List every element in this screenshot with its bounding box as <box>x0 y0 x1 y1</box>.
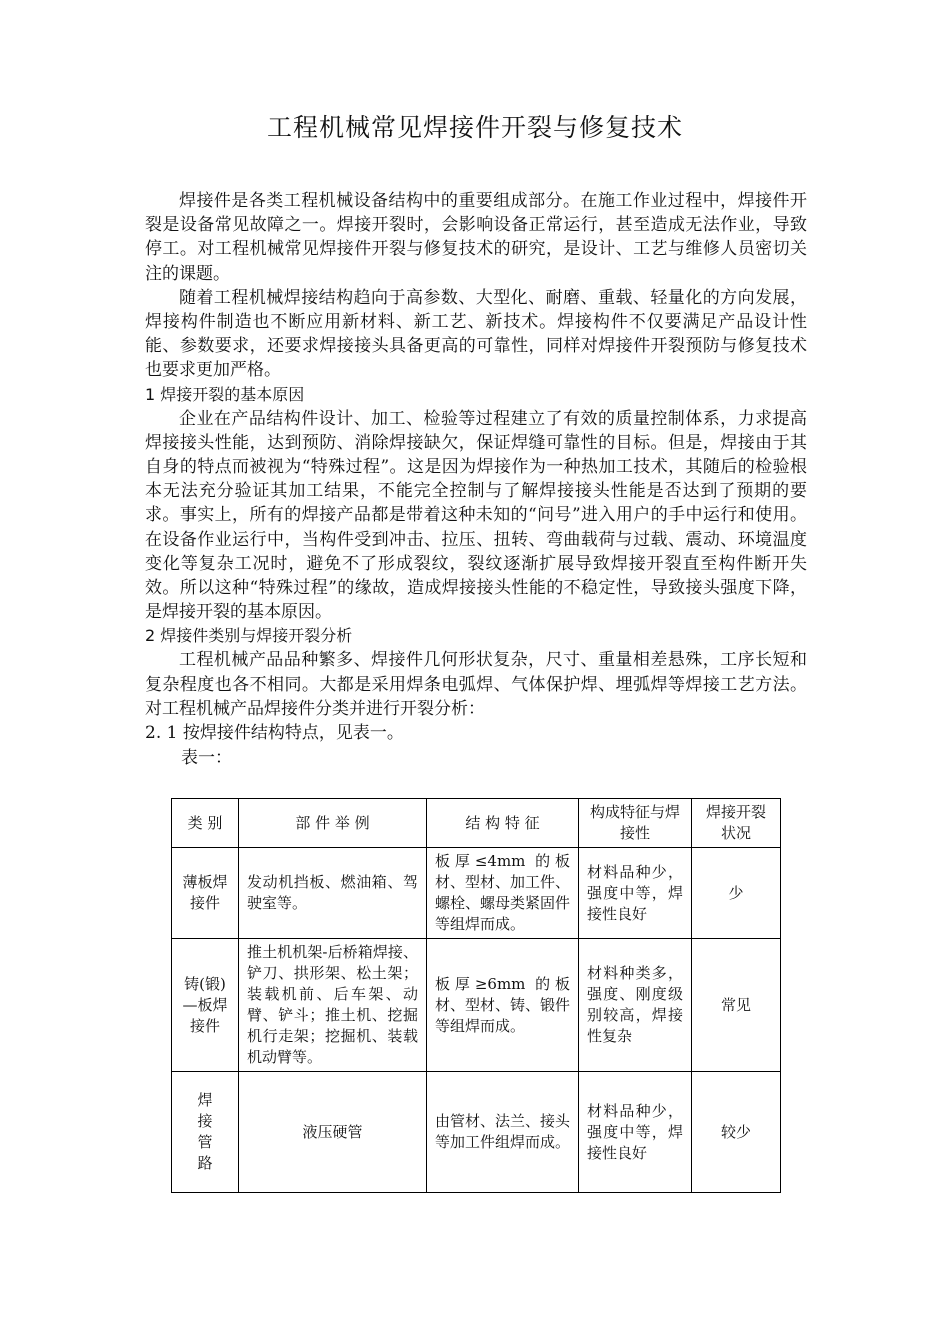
header-category: 类 别 <box>172 799 239 848</box>
cell-cracking: 常见 <box>692 939 781 1072</box>
table-row <box>172 1072 781 1193</box>
table-row <box>172 939 781 1072</box>
cell-cracking: 较少 <box>692 1072 781 1193</box>
cell-category: 焊接管路 <box>172 1072 239 1193</box>
section-2-paragraph: 工程机械产品品种繁多、焊接件几何形状复杂，尺寸、重量相差悬殊，工序长短和复杂程度也各不相同。大都是采用焊条电弧焊、气体保护焊、埋弧焊等焊接工艺方法。对工程机械产品焊接件分类并进行开裂分析： <box>145 650 807 719</box>
cell-weldability: 材料品种少，强度中等，焊接性良好 <box>579 1072 692 1193</box>
table-row <box>172 848 781 939</box>
table-header-row <box>172 799 781 848</box>
cell-structure: 板厚≤4mm 的板材、型材、加工件、螺栓、螺母类紧固件等组焊而成。 <box>427 848 579 939</box>
header-examples: 部 件 举 例 <box>239 799 427 848</box>
cell-cracking: 少 <box>692 848 781 939</box>
cell-structure: 由管材、法兰、接头等加工件组焊而成。 <box>427 1072 579 1193</box>
page-title: 工程机械常见焊接件开裂与修复技术 <box>266 113 683 142</box>
section-2-heading: 2 焊接件类别与焊接开裂分析 <box>145 626 353 646</box>
cell-category: 薄板焊接件 <box>172 848 239 939</box>
header-weldability: 构成特征与焊接性 <box>579 799 692 848</box>
document-body <box>145 189 807 771</box>
cell-category: 铸(锻)—板焊接件 <box>172 939 239 1072</box>
cell-weldability: 材料种类多，强度、刚度级别较高，焊接性复杂 <box>579 939 692 1072</box>
table-label: 表一： <box>181 748 232 769</box>
header-structure: 结 构 特 征 <box>427 799 579 848</box>
header-cracking: 焊接开裂状况 <box>692 799 781 848</box>
cell-weldability: 材料品种少，强度中等，焊接性良好 <box>579 848 692 939</box>
intro-paragraph-1: 焊接件是各类工程机械设备结构中的重要组成部分。在施工作业过程中，焊接件开裂是设备常见故障之一。焊接开裂时，会影响设备正常运行，甚至造成无法作业，导致停工。对工程机械常见焊接件开裂与修复技术的研究，是设计、工艺与维修人员密切关注的课题。 <box>145 191 807 284</box>
cell-examples: 推土机机架-后桥箱焊接、铲刀、拱形架、松土架；装载机前、后车架、动臂、铲斗；推土机、挖掘机行走架；挖掘机、装载机动臂等。 <box>239 939 427 1072</box>
intro-paragraph-2: 随着工程机械焊接结构趋向于高参数、大型化、耐磨、重载、轻量化的方向发展，焊接构件制造也不断应用新材料、新工艺、新技术。焊接构件不仅要满足产品设计性能、参数要求，还要求焊接接头具备更高的可靠性，同样对焊接件开裂预防与修复技术也要求更加严格。 <box>145 287 807 381</box>
section-2-1-line: 2. 1 按焊接件结构特点，见表一。 <box>145 723 404 744</box>
section-1-paragraph: 企业在产品结构件设计、加工、检验等过程建立了有效的质量控制体系，力求提高焊接接头性能，达到预防、消除焊接缺欠，保证焊缝可靠性的目标。但是，焊接由于其自身的特点而被视为“特殊过程”。这是因为焊接作为一种热加工技术，其随后的检验根本无法充分验证其加工结果，不能完全控制与了解焊接接头性能是否达到了预期的要求。事实上，所有的焊接产品都是带着这种未知的“问号”进入用户的手中运行和使用。在设备作业运行中，当构件受到冲击、拉压、扭转、弯曲载荷与过载、震动、环境温度变化等复杂工况时，避免不了形成裂纹，裂纹逐渐扩展导致焊接开裂直至构件断开失效。所以这种“特殊过程”的缘故，造成焊接接头性能的不稳定性，导致接头强度下降，是焊接开裂的基本原因。 <box>145 408 807 623</box>
cell-structure: 板厚≥6mm 的板材、型材、铸、锻件等组焊而成。 <box>427 939 579 1072</box>
weld-parts-table <box>171 798 781 1193</box>
section-1-heading: 1 焊接开裂的基本原因 <box>145 384 305 404</box>
cell-examples: 液压硬管 <box>239 1072 427 1193</box>
cell-examples: 发动机挡板、燃油箱、驾驶室等。 <box>239 848 427 939</box>
